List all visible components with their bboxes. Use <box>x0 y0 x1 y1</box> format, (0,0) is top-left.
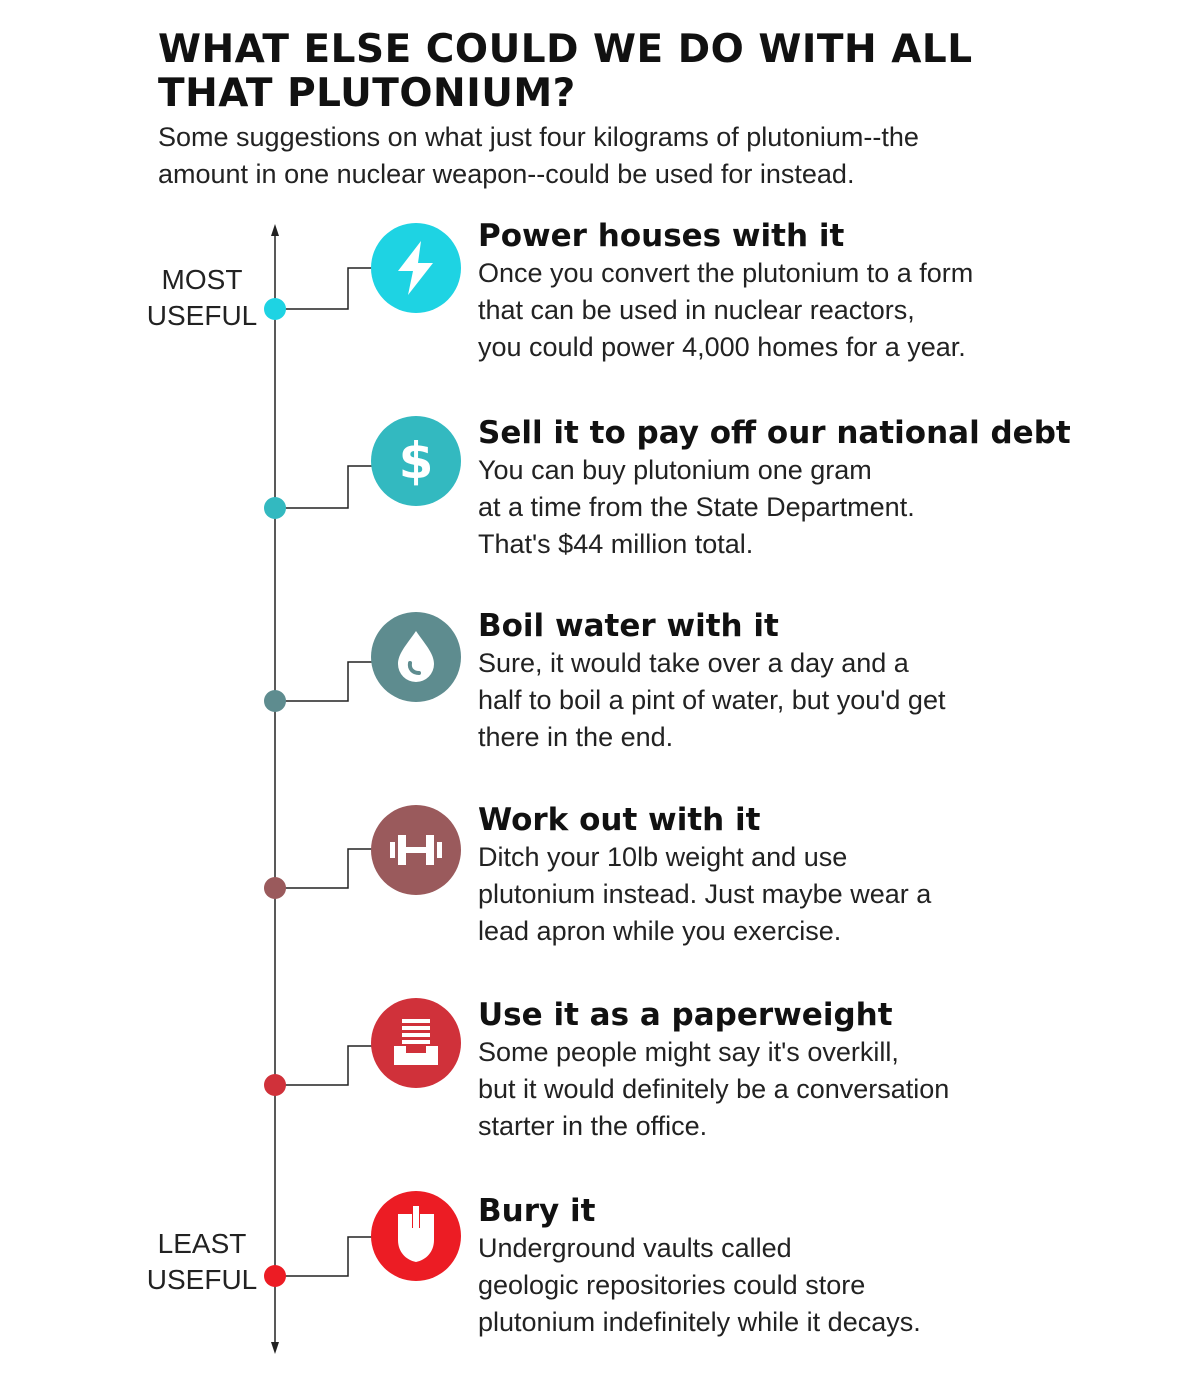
arrow-down-icon <box>271 1342 279 1354</box>
item-description <box>478 255 1098 366</box>
description-line: that can be used in nuclear reactors, <box>478 295 915 325</box>
description-line: there in the end. <box>478 722 674 752</box>
description-line: You can buy plutonium one gram <box>478 455 872 485</box>
item-title: Bury it <box>478 1193 596 1229</box>
scale-label-line: MOST <box>161 264 243 295</box>
connector-line <box>275 466 372 508</box>
connector-line <box>275 268 372 309</box>
connector-line <box>275 1237 372 1276</box>
description-line: Some people might say it's overkill, <box>478 1037 899 1067</box>
description-line: starter in the office. <box>478 1111 708 1141</box>
description-line: plutonium indefinitely while it decays. <box>478 1307 921 1337</box>
item-description <box>478 1230 1098 1341</box>
shovel-icon <box>386 1206 446 1266</box>
timeline-marker <box>264 1074 286 1096</box>
description-line: plutonium instead. Just maybe wear a <box>478 879 932 909</box>
timeline-marker <box>264 690 286 712</box>
connector-line <box>275 849 372 888</box>
item-title: Boil water with it <box>478 608 779 644</box>
subtitle-line: amount in one nuclear weapon--could be used for instead. <box>158 159 855 189</box>
description-line: Underground vaults called <box>478 1233 792 1263</box>
paperweight-icon-circle <box>371 998 461 1088</box>
timeline-marker <box>264 877 286 899</box>
boil-icon-circle <box>371 612 461 702</box>
description-line: you could power 4,000 homes for a year. <box>478 332 966 362</box>
description-line: but it would definitely be a conversation <box>478 1074 950 1104</box>
scale-label-line: USEFUL <box>146 1264 258 1295</box>
item-title: Sell it to pay off our national debt <box>478 415 1071 451</box>
connector-line <box>275 662 372 701</box>
description-line: at a time from the State Department. <box>478 492 915 522</box>
water-drop-icon <box>386 627 446 687</box>
arrow-up-icon <box>271 224 279 236</box>
dumbbell-icon <box>386 820 446 880</box>
scale-label-line: USEFUL <box>146 300 258 331</box>
list-item <box>478 217 1098 366</box>
paper-tray-icon <box>386 1013 446 1073</box>
title-line: WHAT ELSE COULD WE DO WITH ALL <box>158 27 973 72</box>
item-title: Power houses with it <box>478 218 845 254</box>
workout-icon-circle <box>371 805 461 895</box>
title-line: THAT PLUTONIUM? <box>158 71 576 116</box>
scale-label-line: LEAST <box>157 1228 247 1259</box>
debt-icon-circle <box>371 416 461 506</box>
description-line: Ditch your 10lb weight and use <box>478 842 848 872</box>
list-item <box>478 607 1098 756</box>
description-line: Sure, it would take over a day and a <box>478 648 909 678</box>
item-description <box>478 839 1098 950</box>
list-item <box>478 996 1098 1145</box>
description-line: half to boil a pint of water, but you'd get <box>478 685 946 715</box>
lightning-bolt-icon <box>386 238 446 298</box>
power-icon-circle <box>371 223 461 313</box>
list-item <box>478 414 1098 563</box>
connector-line <box>275 1046 372 1085</box>
list-item <box>478 801 1098 950</box>
item-title: Work out with it <box>478 802 761 838</box>
subtitle-line: Some suggestions on what just four kilograms of plutonium--the <box>158 122 919 152</box>
description-line: That's $44 million total. <box>478 529 754 559</box>
item-title: Use it as a paperweight <box>478 997 893 1033</box>
item-description <box>478 645 1098 756</box>
bury-icon-circle <box>371 1191 461 1281</box>
description-line: Once you convert the plutonium to a form <box>478 258 974 288</box>
dollar-sign-icon <box>386 431 446 491</box>
timeline-marker <box>264 1265 286 1287</box>
timeline-marker <box>264 497 286 519</box>
item-description <box>478 452 1098 563</box>
description-line: geologic repositories could store <box>478 1270 866 1300</box>
list-item <box>478 1192 1098 1341</box>
description-line: lead apron while you exercise. <box>478 916 842 946</box>
timeline-marker <box>264 298 286 320</box>
svg-text:$: $ <box>398 432 434 490</box>
item-description <box>478 1034 1098 1145</box>
